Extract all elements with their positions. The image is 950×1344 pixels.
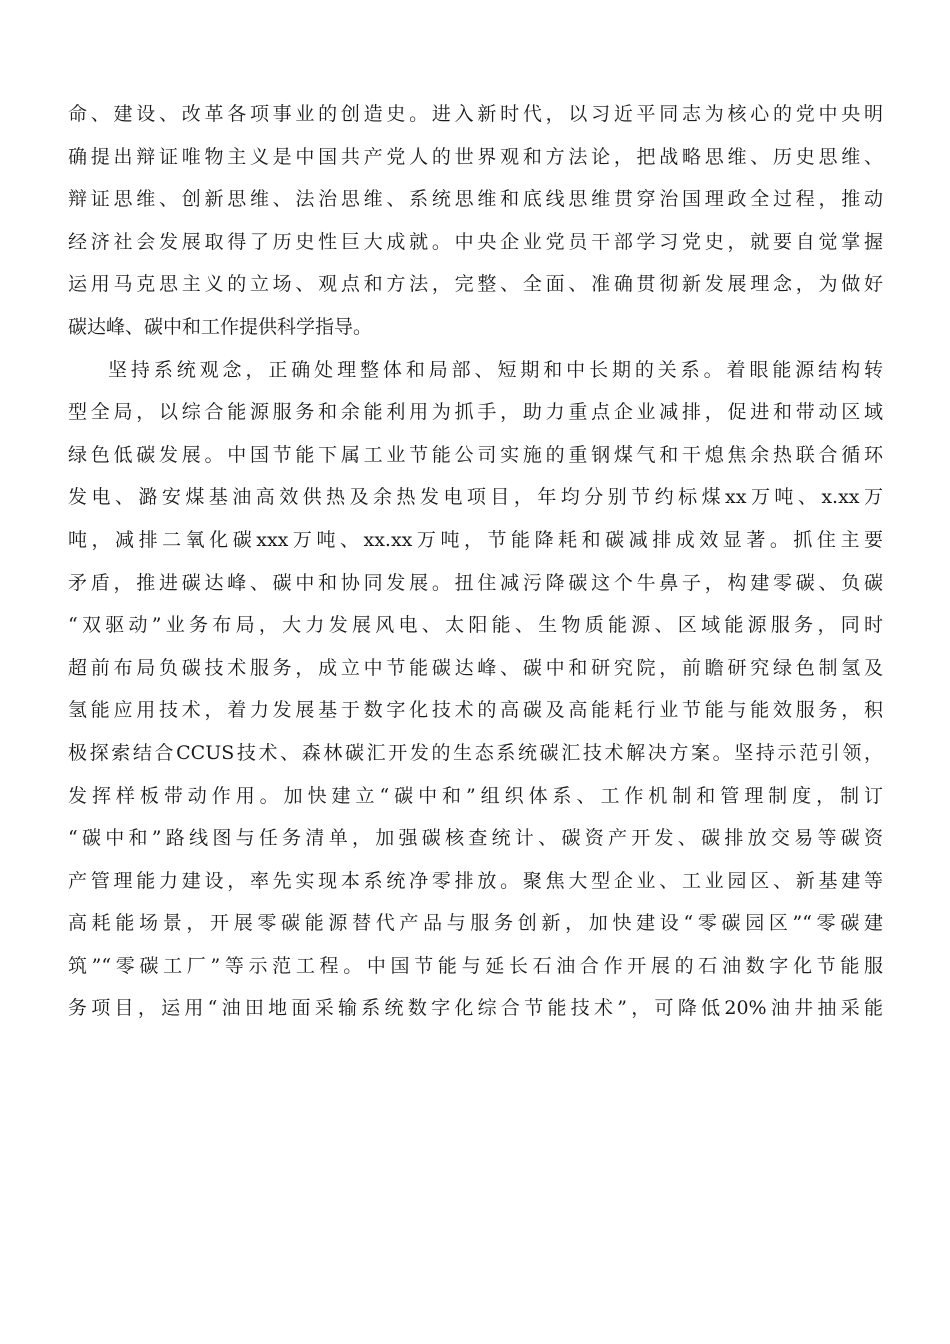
paragraph-line: 矛盾，推进碳达峰、碳中和协同发展。扭住减污降碳这个牛鼻子，构建零碳、负碳 <box>68 571 883 594</box>
paragraph-line: 产管理能力建设，率先实现本系统净零排放。聚焦大型企业、工业园区、新基建等 <box>68 869 883 892</box>
paragraph-line: 运用马克思主义的立场、观点和方法，完整、全面、准确贯彻新发展理念，为做好 <box>68 273 883 296</box>
document-page <box>68 93 883 1030</box>
paragraph-line: 坚持系统观念，正确处理整体和局部、短期和中长期的关系。着眼能源结构转 <box>108 358 883 381</box>
paragraph-line: 氢能应用技术，着力发展基于数字化技术的高碳及高能耗行业节能与能效服务，积 <box>68 699 883 722</box>
paragraph-1 <box>68 93 883 349</box>
paragraph-line: 发挥样板带动作用。加快建立“碳中和”组织体系、工作机制和管理制度，制订 <box>68 784 883 807</box>
paragraph-line: 极探索结合CCUS技术、森林碳汇开发的生态系统碳汇技术解决方案。坚持示范引领， <box>68 741 883 764</box>
paragraph-line: 超前布局负碳技术服务，成立中节能碳达峰、碳中和研究院，前瞻研究绿色制氢及 <box>68 656 883 679</box>
paragraph-line: “碳中和”路线图与任务清单，加强碳核查统计、碳资产开发、碳排放交易等碳资 <box>68 827 883 850</box>
paragraph-line: 务项目，运用“油田地面采输系统数字化综合节能技术”，可降低20%油井抽采能 <box>68 997 883 1020</box>
paragraph-line: 碳达峰、碳中和工作提供科学指导。 <box>68 315 373 338</box>
paragraph-line: 吨，减排二氧化碳xxx万吨、xx.xx万吨，节能降耗和碳减排成效显著。抓住主要 <box>68 528 883 551</box>
paragraph-line: 高耗能场景，开展零碳能源替代产品与服务创新，加快建设“零碳园区”“零碳建 <box>68 912 883 935</box>
paragraph-line: “双驱动”业务布局，大力发展风电、太阳能、生物质能源、区域能源服务，同时 <box>68 614 883 637</box>
paragraph-line: 型全局，以综合能源服务和余能利用为抓手，助力重点企业减排，促进和带动区域 <box>68 401 883 424</box>
paragraph-line: 经济社会发展取得了历史性巨大成就。中央企业党员干部学习党史，就要自觉掌握 <box>68 230 883 253</box>
paragraph-line: 命、建设、改革各项事业的创造史。进入新时代，以习近平同志为核心的党中央明 <box>68 103 883 125</box>
paragraph-line: 绿色低碳发展。中国节能下属工业节能公司实施的重钢煤气和干熄焦余热联合循环 <box>68 443 883 466</box>
paragraph-line: 筑”“零碳工厂”等示范工程。中国节能与延长石油合作开展的石油数字化节能服 <box>68 954 883 977</box>
paragraph-line: 确提出辩证唯物主义是中国共产党人的世界观和方法论，把战略思维、历史思维、 <box>68 145 883 168</box>
paragraph-2 <box>68 349 883 1031</box>
paragraph-line: 辩证思维、创新思维、法治思维、系统思维和底线思维贯穿治国理政全过程，推动 <box>68 188 883 211</box>
paragraph-line: 发电、潞安煤基油高效供热及余热发电项目，年均分别节约标煤xx万吨、x.xx万 <box>68 486 883 509</box>
